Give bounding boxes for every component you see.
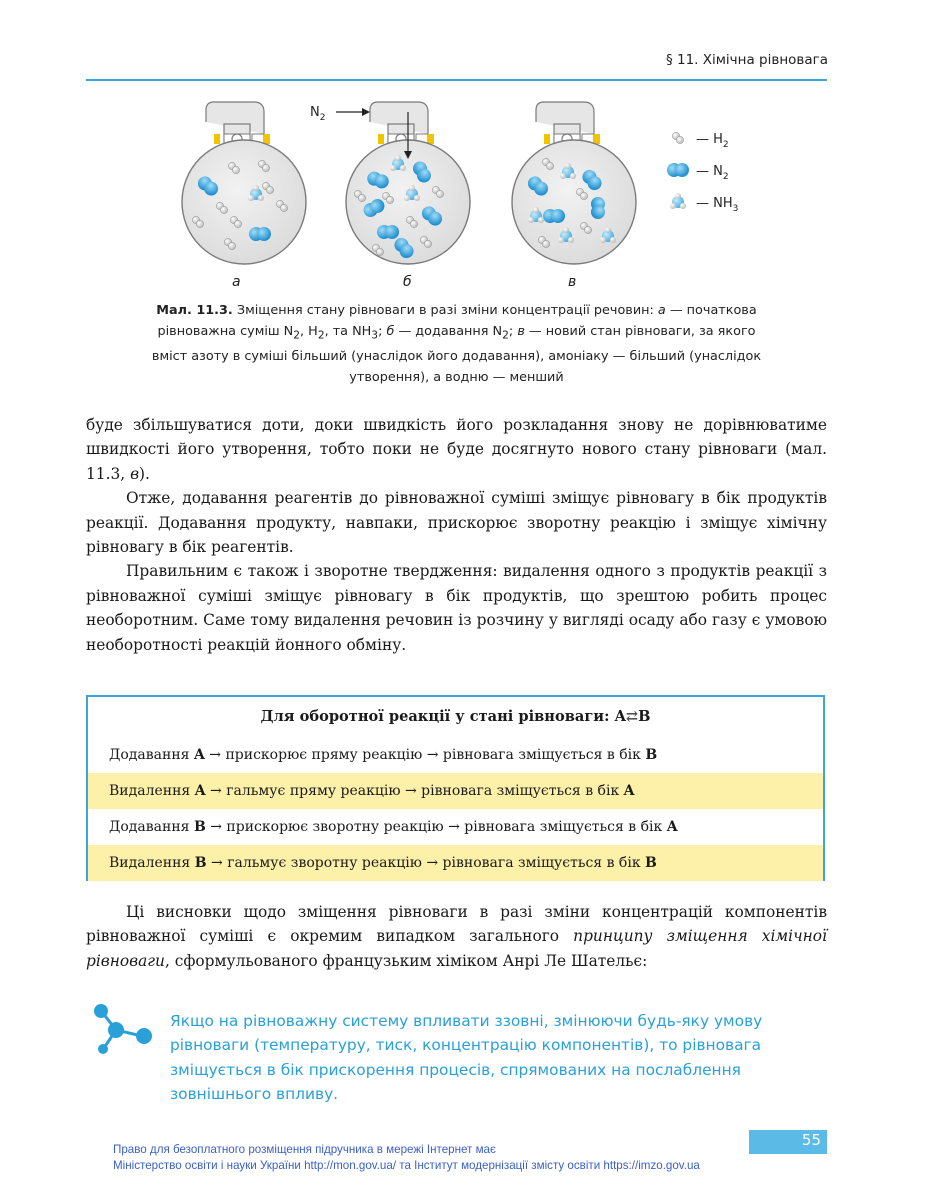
page-number: 55 [801,1131,821,1149]
label-a: а [232,274,241,290]
svg-text:N2: $N_2$ [310,105,326,123]
rule-row-add-a: Додавання A → прискорює пряму реакцію → рівновага зміщується в бік B [109,747,658,763]
page-number-box [749,1130,827,1154]
header-rule [86,79,827,81]
flask-c [512,102,636,264]
n2-addition-arrow [310,105,370,123]
le-chatelier-principle: Якщо на рівноважну систему впливати ззовні, змінюючи будь-яку умову рівноваги (температуру, тиск, концентрацію компонентів), то рівновага зміщується в бік прискорення процесів, спрямованих на послаблення зовнішнього впливу. [170,1012,763,1104]
figure-legend [667,132,738,214]
running-header: § 11. Хімічна рівновага [665,52,828,68]
molecule-icon [92,1002,156,1058]
paragraph-2: Отже, додавання реагентів до рівноважної суміші зміщує рівновагу в бік продуктів реакції. Додавання продукту, навпаки, прискорює зворотну реакцію і зміщує хімічну рівновагу в бік реагентів. [86,489,827,557]
rule-row-add-b: Додавання B → прискорює зворотну реакцію → рівновага зміщується в бік A [109,819,678,835]
body-text-top [86,413,827,657]
rule-row-remove-b: Видалення B → гальмує зворотну реакцію → рівновага зміщується в бік B [88,845,823,881]
equilibrium-rules-box [86,695,825,881]
figure-caption: Мал. 11.3. Зміщення стану рівноваги в разі зміни концентрації речовин: а — початкова рівноважна суміш $N_2$, $H_2$, та $NH_3$; б — додавання $N_2$; в — новий стан рівноваги, за якого вміст азоту в суміші більший (унаслідок його додавання), амоніаку — більший (унаслідок утворення), а водню — менший [151,303,762,385]
rule-row-remove-a: Видалення A → гальмує пряму реакцію → рівновага зміщується в бік A [88,773,823,809]
paragraph-4: Ці висновки щодо зміщення рівноваги в разі зміни концентрацій компонентів рівноважної суміші є окремим випадком загального принципу зміщення хімічної рівноваги, сформульованого французьким хіміком Анрі Ле Шательє: [86,903,827,970]
label-c: в [568,274,577,290]
svg-text:— H2: — $H_2$ [696,132,729,150]
body-text-bottom [86,900,827,973]
paragraph-1: буде збільшуватися доти, доки швидкість його розкладання знову не дорівнюватиме швидкості його утворення, тобто поки не буде досягнуто нового стану рівноваги (мал. 11.3, в). [86,416,827,483]
svg-text:— NH3: — $NH_3$ [696,196,739,214]
footer-line-1: Право для безоплатного розміщення підручника в мережі Інтернет має [113,1143,496,1156]
label-b: б [403,274,412,290]
svg-text:— N2: — $N_2$ [696,164,729,182]
rules-box-title: Для оборотної реакції у стані рівноваги: A⇄B [260,708,651,725]
footer-notice [113,1142,700,1174]
paragraph-3: Правильним є також і зворотне твердження: видалення одного з продуктів реакції з рівноважної суміші зміщує рівновагу в бік продуктів, що зрештою робить процес необоротним. Саме тому видалення речовин із розчину у вигляді осаду або газу є умовою необоротності реакцій йонного обміну. [86,562,827,654]
footer-line-2: Міністерство освіти і науки України http://mon.gov.ua/ та Інститут модернізації змісту освіти https://imzo.gov.ua [113,1159,700,1172]
flask-b [346,102,470,264]
flask-a [182,102,306,264]
equilibrium-figure [86,92,827,292]
